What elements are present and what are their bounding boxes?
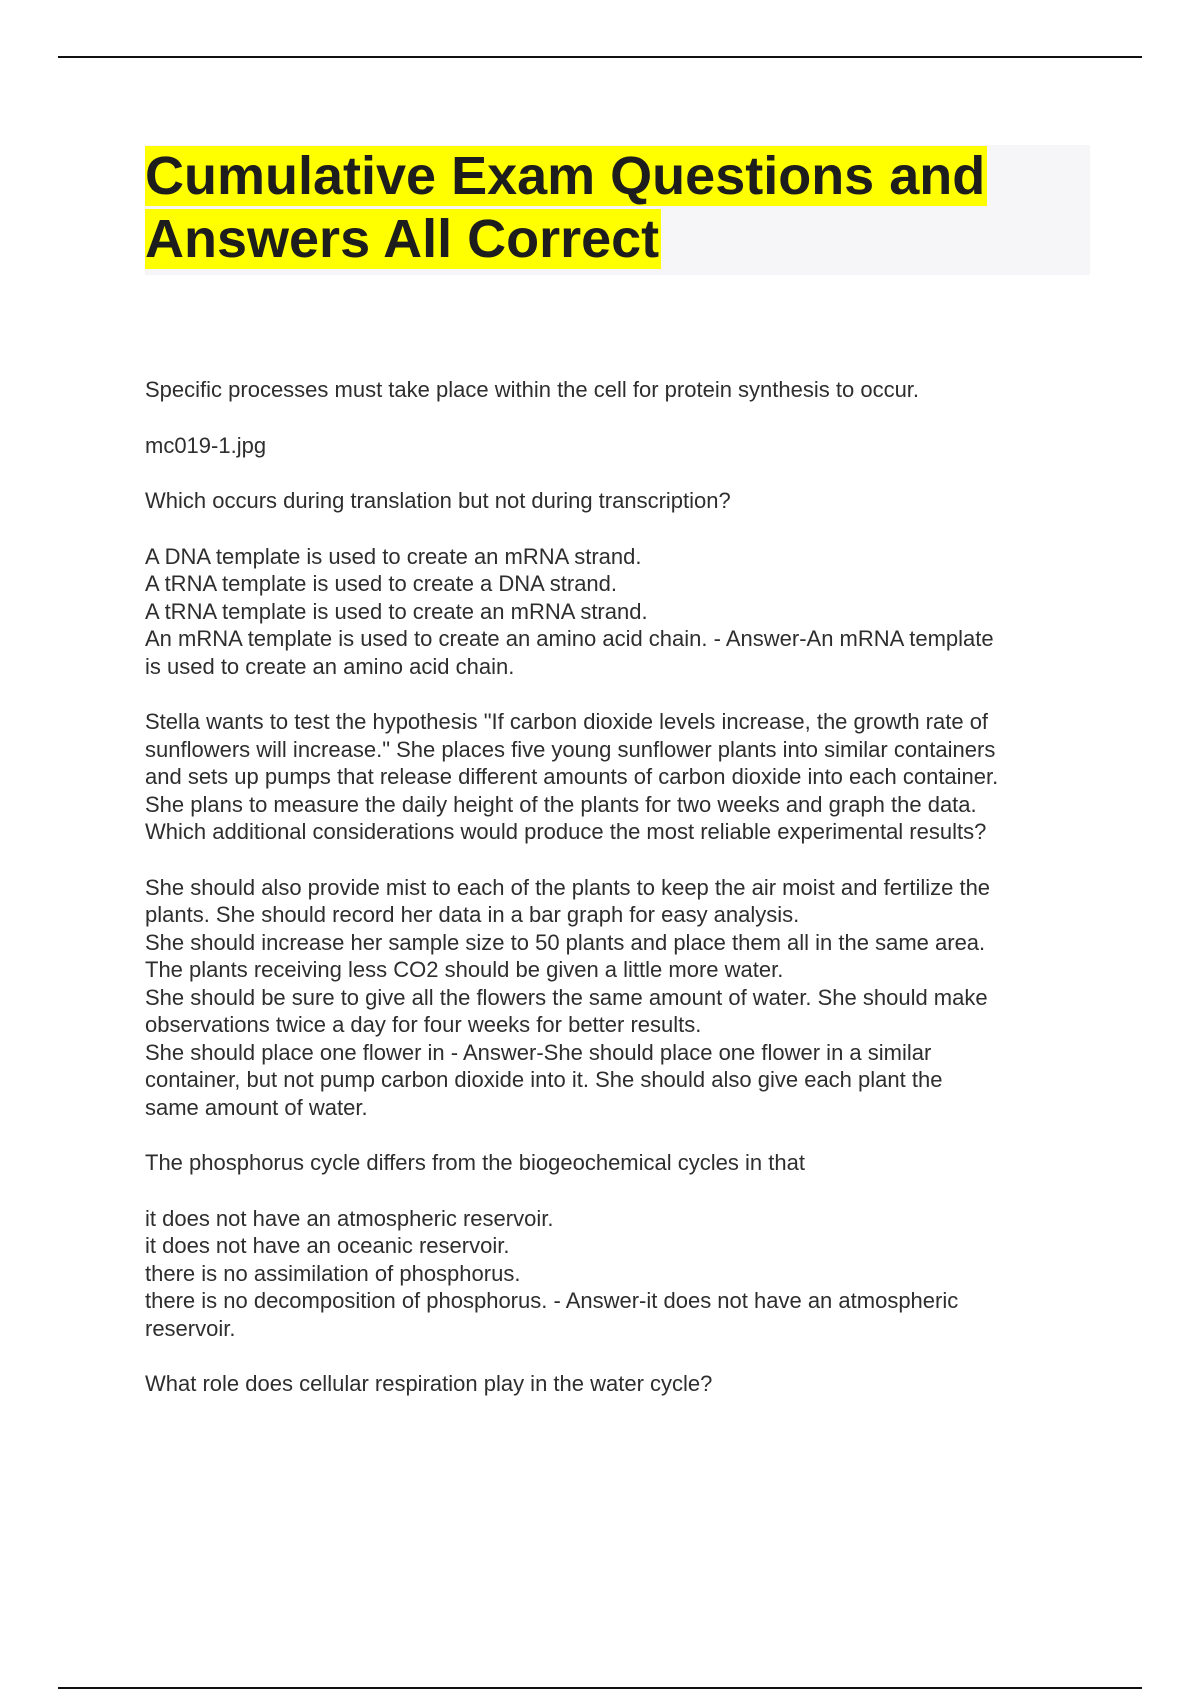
- title-line-1: Cumulative Exam Questions and: [145, 146, 986, 206]
- text-line: it does not have an oceanic reservoir.: [145, 1233, 510, 1258]
- paragraph: [145, 1205, 1090, 1343]
- paragraph: [145, 1149, 1090, 1177]
- text-line: Stella wants to test the hypothesis "If carbon dioxide levels increase, the growth rate of: [145, 709, 989, 734]
- text-line: it does not have an atmospheric reservoir.: [145, 1205, 554, 1231]
- paragraph: [145, 487, 1090, 515]
- text-line: A DNA template is used to create an mRNA strand.: [145, 543, 642, 569]
- paragraph: [145, 708, 1090, 846]
- top-rule: [58, 56, 1142, 58]
- text-line: She should be sure to give all the flowers the same amount of water. She should make: [145, 984, 988, 1010]
- text-line: She should increase her sample size to 50 plants and place them all in the same area.: [145, 929, 986, 955]
- text-line: What role does cellular respiration play in the water cycle?: [145, 1371, 713, 1396]
- text-line: is used to create an amino acid chain.: [145, 653, 515, 679]
- text-line: observations twice a day for four weeks for better results.: [145, 1012, 702, 1037]
- paragraph: [145, 432, 1090, 460]
- text-line: The plants receiving less CO2 should be given a little more water.: [145, 957, 784, 982]
- paragraph: [145, 874, 1090, 1122]
- text-line: and sets up pumps that release different amounts of carbon dioxide into each container.: [145, 764, 999, 789]
- text-line: An mRNA template is used to create an amino acid chain. - Answer-An mRNA template: [145, 626, 994, 651]
- text-line: there is no decomposition of phosphorus. - Answer-it does not have an atmospheric: [145, 1288, 959, 1313]
- title-line-2: Answers All Correct: [145, 209, 660, 269]
- text-line: She should also provide mist to each of the plants to keep the air moist and fertilize the: [145, 874, 991, 900]
- document-body: [145, 376, 1090, 1426]
- text-line: same amount of water.: [145, 1094, 368, 1120]
- text-line: She should place one flower in - Answer-She should place one flower in a similar: [145, 1039, 932, 1065]
- text-line: Which additional considerations would produce the most reliable experimental results?: [145, 819, 987, 844]
- paragraph: [145, 376, 1090, 404]
- text-line: sunflowers will increase." She places five young sunflower plants into similar containers: [145, 736, 996, 762]
- text-line: plants. She should record her data in a bar graph for easy analysis.: [145, 902, 800, 927]
- paragraph: [145, 1370, 1090, 1398]
- text-line: container, but not pump carbon dioxide into it. She should also give each plant the: [145, 1067, 943, 1092]
- title-block: [145, 145, 1090, 275]
- text-line: The phosphorus cycle differs from the biogeochemical cycles in that: [145, 1150, 805, 1175]
- text-line: A tRNA template is used to create a DNA strand.: [145, 571, 618, 596]
- paragraph: [145, 543, 1090, 681]
- text-line: reservoir.: [145, 1315, 236, 1341]
- text-line: Which occurs during translation but not during transcription?: [145, 488, 731, 513]
- text-line: She plans to measure the daily height of the plants for two weeks and graph the data.: [145, 791, 977, 817]
- text-line: A tRNA template is used to create an mRNA strand.: [145, 598, 648, 624]
- bottom-rule: [58, 1687, 1142, 1689]
- page-title: [145, 145, 1090, 271]
- text-line: mc019-1.jpg: [145, 432, 267, 458]
- text-line: Specific processes must take place within the cell for protein synthesis to occur.: [145, 377, 920, 402]
- text-line: there is no assimilation of phosphorus.: [145, 1260, 521, 1286]
